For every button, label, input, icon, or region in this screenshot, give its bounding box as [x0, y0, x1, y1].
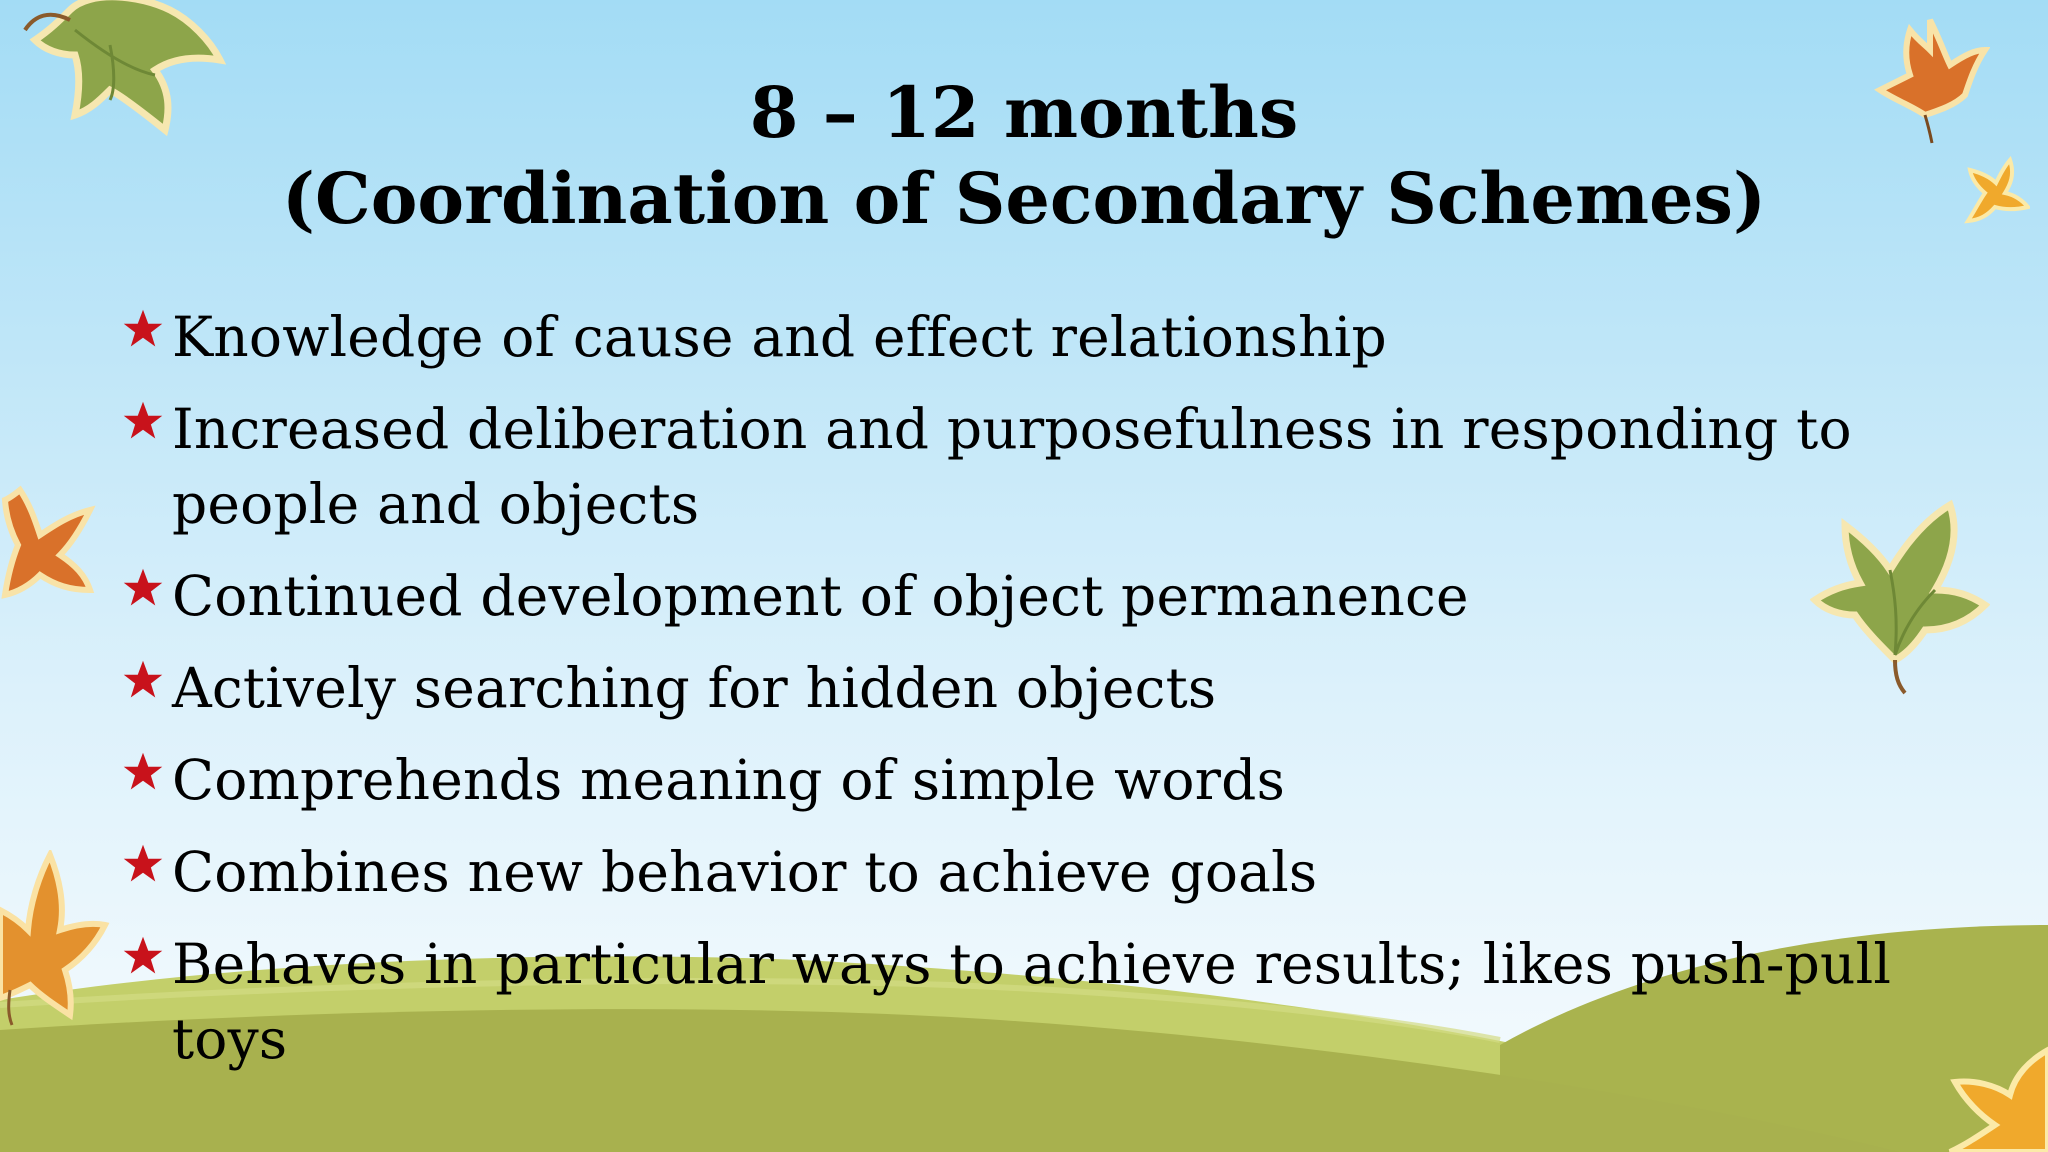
bullet-list [122, 300, 1982, 1094]
red-star-icon [122, 843, 164, 885]
bullet-item [122, 300, 1982, 375]
bullet-item [122, 559, 1982, 634]
bullet-item [122, 835, 1982, 910]
leaf-orange-left [0, 480, 100, 610]
bullet-text: Increased deliberation and purposefulness in responding to people and objects [172, 397, 1852, 536]
bullet-text: Combines new behavior to achieve goals [172, 840, 1318, 904]
red-star-icon [122, 751, 164, 793]
bullet-item [122, 392, 1982, 542]
red-star-icon [122, 935, 164, 977]
bullet-text: Actively searching for hidden objects [172, 656, 1217, 720]
red-star-icon [122, 400, 164, 442]
bullet-text: Comprehends meaning of simple words [172, 748, 1285, 812]
bullet-text: Behaves in particular ways to achieve results; likes push-pull toys [172, 932, 1892, 1071]
bullet-item [122, 743, 1982, 818]
bullet-item [122, 927, 1982, 1077]
title-line-1: 8 – 12 months [749, 71, 1299, 154]
leaf-orange-bottom-left [0, 850, 110, 1030]
slide-title [0, 70, 2048, 242]
title-line-2: (Coordination of Secondary Schemes) [281, 157, 1767, 240]
red-star-icon [122, 567, 164, 609]
red-star-icon [122, 308, 164, 350]
bullet-text: Continued development of object permanence [172, 564, 1469, 628]
red-star-icon [122, 659, 164, 701]
bullet-item [122, 651, 1982, 726]
bullet-text: Knowledge of cause and effect relationship [172, 305, 1387, 369]
